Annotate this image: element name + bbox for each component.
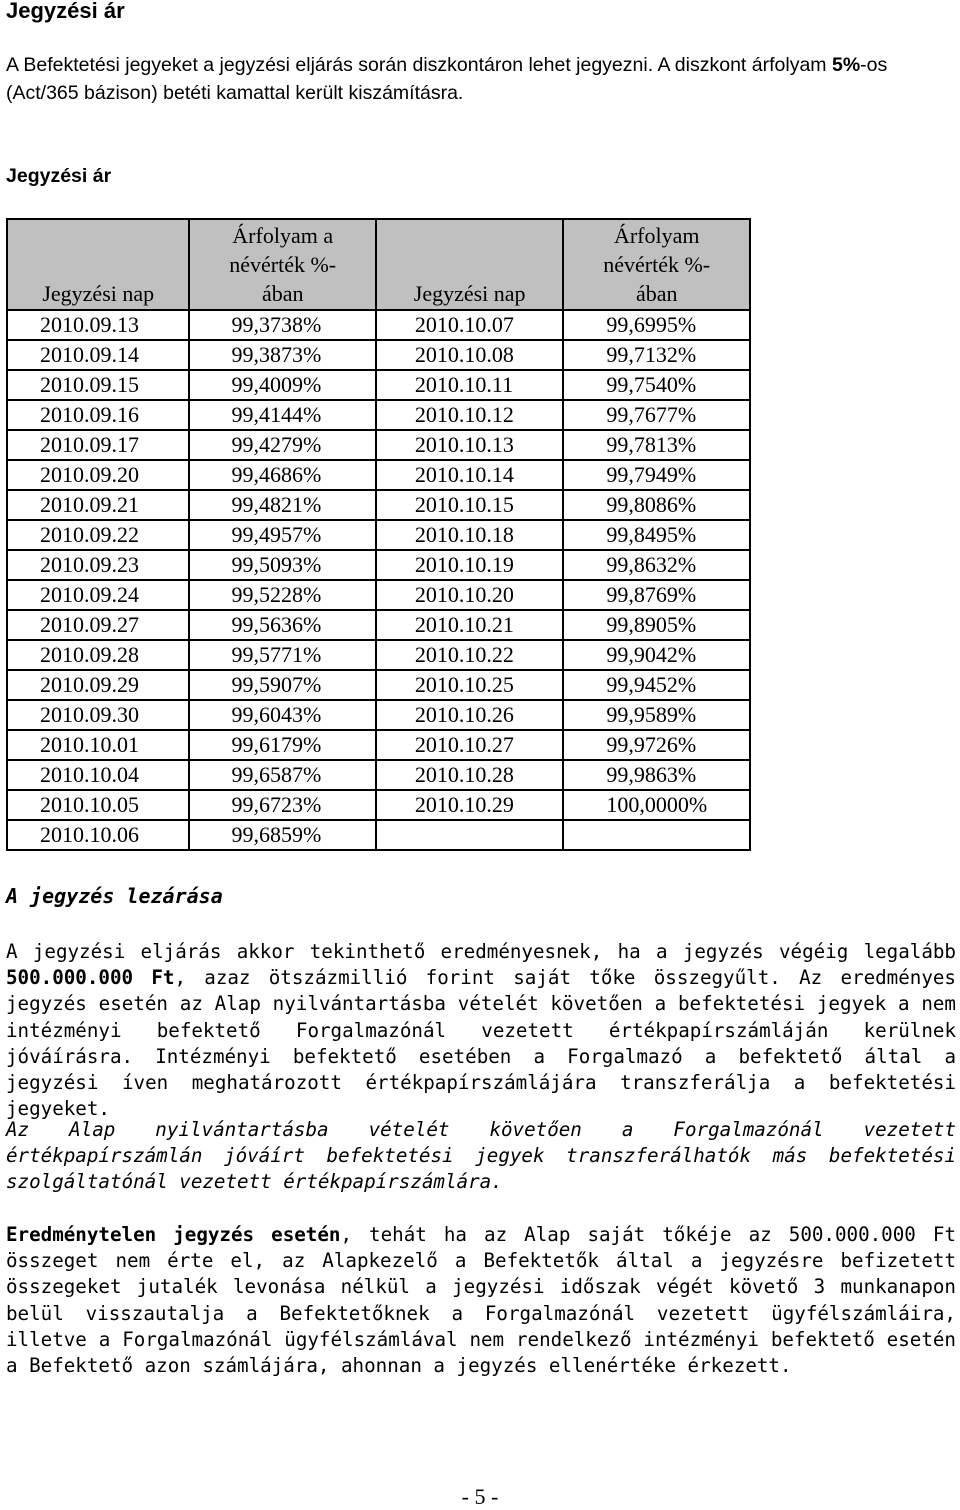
cell-price-2: 99,8769%: [563, 580, 750, 610]
cell-price-1: 99,6859%: [189, 820, 375, 850]
cell-date-1: 2010.09.22: [7, 520, 189, 550]
cell-price-2: 99,7949%: [563, 460, 750, 490]
intro-paragraph: [6, 51, 956, 107]
cell-date-2: 2010.10.27: [376, 730, 563, 760]
table-row: [7, 520, 750, 550]
cell-price-2: 99,9042%: [563, 640, 750, 670]
section-title: Jegyzési ár: [6, 0, 125, 23]
cell-date-1: 2010.09.21: [7, 490, 189, 520]
transfer-paragraph: Az Alap nyilvántartásba vételét követően a Forgalmazónál vezetett értékpapírszámlán jóváírt befektetési jegyek transzferálhatók más befektetési szolgáltatónál vezetett értékpapírszámlára.: [6, 1118, 956, 1194]
cell-price-2: 99,6995%: [563, 310, 750, 340]
cell-price-1: 99,4009%: [189, 370, 375, 400]
cell-date-2: 2010.10.08: [376, 340, 563, 370]
table-row: [7, 670, 750, 700]
header-price-1-line3: ában: [261, 281, 304, 306]
cell-price-2: 99,8632%: [563, 550, 750, 580]
cell-price-1: 99,6723%: [189, 790, 375, 820]
header-price-1-line1: Árfolyam a: [232, 223, 334, 248]
cell-price-2: 100,0000%: [563, 790, 750, 820]
cell-price-2: [563, 820, 750, 850]
cell-price-1: 99,4821%: [189, 490, 375, 520]
cell-price-2: 99,8495%: [563, 520, 750, 550]
cell-date-1: 2010.09.29: [7, 670, 189, 700]
table-row: [7, 400, 750, 430]
cell-date-2: 2010.10.11: [376, 370, 563, 400]
table-body: [7, 310, 750, 850]
table-row: [7, 700, 750, 730]
table-row: [7, 760, 750, 790]
header-price-1-line2: névérték %-: [229, 252, 337, 277]
table-row: [7, 310, 750, 340]
page-number: - 5 -: [461, 1484, 499, 1509]
cell-price-2: 99,7813%: [563, 430, 750, 460]
cell-date-1: 2010.09.27: [7, 610, 189, 640]
cell-date-1: 2010.09.13: [7, 310, 189, 340]
table-row: [7, 370, 750, 400]
closing-title: A jegyzés lezárása: [6, 884, 223, 908]
header-price-1: [189, 219, 375, 310]
header-date-1: Jegyzési nap: [7, 219, 189, 310]
unsuccessful-paragraph: [6, 1222, 956, 1379]
table-row: [7, 490, 750, 520]
cell-date-2: 2010.10.18: [376, 520, 563, 550]
cell-price-1: 99,5907%: [189, 670, 375, 700]
cell-date-1: 2010.09.16: [7, 400, 189, 430]
intro-rate: 5%: [831, 54, 861, 76]
table-row: [7, 790, 750, 820]
cell-price-1: 99,6043%: [189, 700, 375, 730]
cell-price-1: 99,4957%: [189, 520, 375, 550]
cell-date-1: 2010.09.28: [7, 640, 189, 670]
closing-paragraph: [6, 939, 956, 1122]
header-price-2-line2: névérték %-: [603, 252, 711, 277]
cell-date-2: 2010.10.20: [376, 580, 563, 610]
cell-date-2: 2010.10.29: [376, 790, 563, 820]
cell-price-2: 99,8086%: [563, 490, 750, 520]
cell-date-2: 2010.10.25: [376, 670, 563, 700]
unsuccessful-text: , tehát ha az Alap saját tőkéje az 500.000.000 Ft összeget nem érte el, az Alapkezelő a Befektetők által a jegyzésre befizetett összegeket jutalék levonása nélkül a jegyzési időszak végét követő 3 munkanapon belül visszautalja a Befektetőknek a Forgalmazónál vezetett ügyfélszámláira, illetve a Forgalmazónál ügyfélszámlával nem rendelkező intézményi befektető esetén a Befektető azon számlájára, ahonnan a jegyzés ellenértéke érkezett.: [6, 1223, 956, 1378]
cell-date-2: 2010.10.14: [376, 460, 563, 490]
cell-date-2: 2010.10.07: [376, 310, 563, 340]
cell-price-2: 99,7132%: [563, 340, 750, 370]
cell-price-1: 99,6587%: [189, 760, 375, 790]
intro-text: A Befektetési jegyeket a jegyzési eljárás során diszkontáron lehet jegyezni. A diszkont árfolyam: [6, 54, 827, 76]
cell-price-1: 99,5636%: [189, 610, 375, 640]
table-row: [7, 580, 750, 610]
cell-date-1: 2010.10.01: [7, 730, 189, 760]
table-title: Jegyzési ár: [6, 165, 112, 187]
price-table: [6, 218, 751, 851]
cell-date-1: 2010.09.15: [7, 370, 189, 400]
cell-date-2: 2010.10.28: [376, 760, 563, 790]
cell-price-2: 99,9589%: [563, 700, 750, 730]
cell-price-1: 99,4144%: [189, 400, 375, 430]
table-row: [7, 430, 750, 460]
cell-price-1: 99,5228%: [189, 580, 375, 610]
header-price-2-line3: ában: [635, 281, 678, 306]
cell-price-2: 99,9452%: [563, 670, 750, 700]
cell-date-2: 2010.10.21: [376, 610, 563, 640]
cell-date-1: 2010.09.14: [7, 340, 189, 370]
cell-date-1: 2010.09.20: [7, 460, 189, 490]
cell-price-2: 99,7677%: [563, 400, 750, 430]
unsuccessful-lead: Eredménytelen jegyzés esetén: [6, 1223, 341, 1246]
cell-date-1: 2010.09.17: [7, 430, 189, 460]
cell-date-1: 2010.09.24: [7, 580, 189, 610]
cell-date-2: 2010.10.12: [376, 400, 563, 430]
cell-date-2: 2010.10.13: [376, 430, 563, 460]
header-price-2-line1: Árfolyam: [613, 223, 700, 248]
cell-price-1: 99,3738%: [189, 310, 375, 340]
table-row: [7, 730, 750, 760]
table-row: [7, 340, 750, 370]
cell-price-1: 99,3873%: [189, 340, 375, 370]
closing-amount: 500.000.000 Ft: [6, 966, 175, 990]
cell-date-2: 2010.10.19: [376, 550, 563, 580]
cell-price-1: 99,5771%: [189, 640, 375, 670]
cell-date-2: 2010.10.26: [376, 700, 563, 730]
header-price-2: [563, 219, 750, 310]
closing-text-c: , azaz ötszázmillió forint saját tőke összegyűlt. Az eredményes jegyzés esetén az Alap nyilvántartásba vételét követően a befektetési jegyek a nem intézményi befektető Forgalmazónál vezetett értékpapírszámláján kerülnek jóváírásra. Intézményi befektető esetében a Forgalmazó a befektető által a jegyzési íven meghatározott értékpapírszámlájára transzferálja a befektetési jegyeket.: [6, 966, 956, 1121]
cell-date-2: 2010.10.22: [376, 640, 563, 670]
table-row: [7, 640, 750, 670]
cell-date-2: 2010.10.15: [376, 490, 563, 520]
table-header-row: [7, 219, 750, 310]
cell-price-2: 99,8905%: [563, 610, 750, 640]
intro-rest: -os (Act/365 bázison) betéti kamattal került kiszámításra.: [6, 54, 888, 104]
table-row: [7, 610, 750, 640]
cell-date-1: 2010.09.23: [7, 550, 189, 580]
header-date-2: Jegyzési nap: [376, 219, 563, 310]
cell-date-1: 2010.10.05: [7, 790, 189, 820]
table-row: [7, 820, 750, 850]
cell-date-2: [376, 820, 563, 850]
cell-date-1: 2010.10.04: [7, 760, 189, 790]
cell-price-1: 99,4686%: [189, 460, 375, 490]
table-row: [7, 460, 750, 490]
cell-price-2: 99,9863%: [563, 760, 750, 790]
cell-price-1: 99,5093%: [189, 550, 375, 580]
cell-price-1: 99,6179%: [189, 730, 375, 760]
cell-date-1: 2010.09.30: [7, 700, 189, 730]
cell-price-2: 99,9726%: [563, 730, 750, 760]
cell-price-2: 99,7540%: [563, 370, 750, 400]
table-row: [7, 550, 750, 580]
closing-text-a: A jegyzési eljárás akkor tekinthető eredményesnek, ha a jegyzés végéig legalább: [6, 940, 956, 963]
cell-date-1: 2010.10.06: [7, 820, 189, 850]
cell-price-1: 99,4279%: [189, 430, 375, 460]
